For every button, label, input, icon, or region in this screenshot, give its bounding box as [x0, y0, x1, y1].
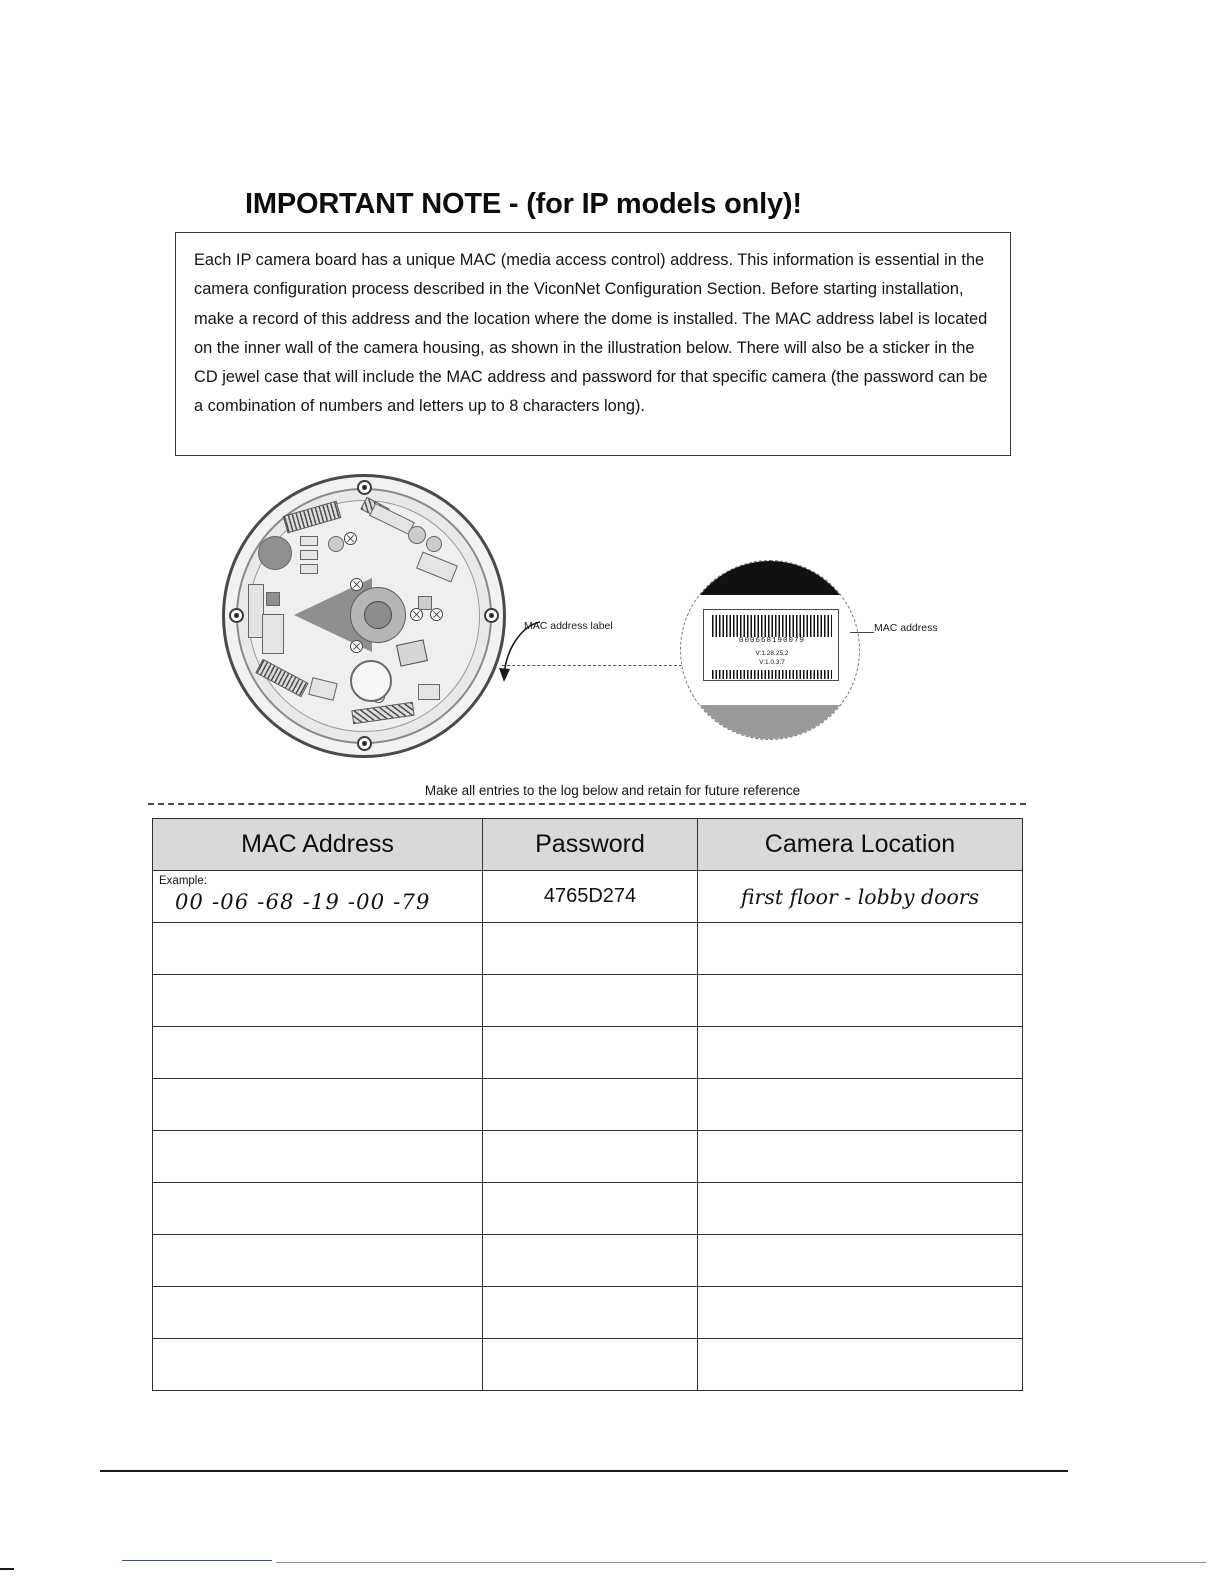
table-row — [153, 1339, 1023, 1391]
footer-link-underline[interactable] — [122, 1560, 272, 1561]
location-entry-cell[interactable] — [698, 975, 1023, 1027]
table-row — [153, 1235, 1023, 1287]
barcode-digits: 000668190079 — [738, 637, 805, 645]
password-entry-cell[interactable] — [483, 1027, 698, 1079]
board-component-o — [418, 596, 432, 610]
mounting-screw-bottom — [357, 736, 372, 751]
callout-label: MAC address label — [524, 620, 613, 632]
barcode-icon — [712, 615, 832, 637]
location-entry-cell[interactable] — [698, 1079, 1023, 1131]
cut-line-divider — [148, 803, 1026, 805]
example-label: Example: — [159, 875, 207, 887]
column-header-mac-address: MAC Address — [153, 819, 483, 871]
board-component-h — [300, 564, 318, 574]
sticker-version-line-1: V:1.28.25.2 — [755, 650, 789, 657]
barcode-secondary-icon — [712, 670, 832, 679]
location-entry-cell[interactable] — [698, 1131, 1023, 1183]
board-component-k — [266, 592, 280, 606]
housing-shadow-top — [681, 561, 860, 595]
example-password-cell[interactable]: 4765D274 — [483, 871, 698, 923]
table-row — [153, 975, 1023, 1027]
zoom-leader-line — [850, 632, 874, 633]
example-mac-cell[interactable] — [153, 871, 483, 923]
screw-mark-1 — [350, 578, 363, 591]
magnified-sticker-view — [680, 560, 860, 740]
table-body — [153, 871, 1023, 1391]
board-component-g — [300, 550, 318, 560]
password-entry-cell[interactable] — [483, 1131, 698, 1183]
mac-address-entry-cell[interactable] — [153, 1339, 483, 1391]
board-component-n — [418, 684, 440, 700]
dome-board-diagram — [222, 474, 506, 758]
password-entry-cell[interactable] — [483, 1235, 698, 1287]
camera-cone — [294, 578, 402, 652]
board-component-f — [300, 536, 318, 546]
mac-address-sticker — [703, 609, 839, 681]
table-row — [153, 923, 1023, 975]
mac-address-log-table — [152, 818, 1023, 1391]
screw-mark-3 — [410, 608, 423, 621]
mac-address-entry-cell[interactable] — [153, 923, 483, 975]
location-entry-cell[interactable] — [698, 923, 1023, 975]
cone-hub — [364, 601, 392, 629]
screw-mark-2 — [350, 640, 363, 653]
mounting-screw-left — [229, 608, 244, 623]
mac-address-entry-cell[interactable] — [153, 1287, 483, 1339]
password-entry-cell[interactable] — [483, 1287, 698, 1339]
table-row — [153, 1079, 1023, 1131]
example-mac-value: 00 -06 -68 -19 -00 -79 — [175, 890, 431, 914]
board-component-b — [408, 526, 426, 544]
password-entry-cell[interactable] — [483, 1183, 698, 1235]
screw-mark-6 — [344, 532, 357, 545]
important-note-box — [175, 232, 1011, 456]
location-entry-cell[interactable] — [698, 1027, 1023, 1079]
location-entry-cell[interactable] — [698, 1183, 1023, 1235]
table-header-row — [153, 819, 1023, 871]
lens-opening — [350, 660, 392, 702]
retain-note: Make all entries to the log below and retain for future reference — [424, 783, 801, 798]
page-title: IMPORTANT NOTE - (for IP models only)! — [245, 188, 802, 220]
sticker-version-line-2: V:1.0.3.7 — [759, 659, 785, 666]
column-header-password: Password — [483, 819, 698, 871]
mac-address-entry-cell[interactable] — [153, 1183, 483, 1235]
mac-address-entry-cell[interactable] — [153, 1079, 483, 1131]
screw-mark-4 — [430, 608, 443, 621]
column-header-camera-location: Camera Location — [698, 819, 1023, 871]
table-row-example — [153, 871, 1023, 923]
password-entry-cell[interactable] — [483, 923, 698, 975]
mac-address-entry-cell[interactable] — [153, 1027, 483, 1079]
mac-address-entry-cell[interactable] — [153, 975, 483, 1027]
password-entry-cell[interactable] — [483, 1079, 698, 1131]
note-paragraph: Each IP camera board has a unique MAC (media access control) address. This information is essential in the camera configuration process described in the ViconNet Configuration Section. Before starting installation, make a record of this address and the location where the dome is installed. The MAC address label is located on the inner wall of the camera housing, as shown in the illustration below. There will also be a sticker in the CD jewel case that will include the MAC address and password for that specific camera (the password can be a combination of numbers and letters up to 8 characters long). — [194, 251, 988, 416]
example-location-cell[interactable]: first floor - lobby doors — [698, 871, 1023, 923]
password-entry-cell[interactable] — [483, 975, 698, 1027]
board-component-c — [426, 536, 442, 552]
mounting-screw-top — [357, 480, 372, 495]
board-component-e — [258, 536, 292, 570]
board-component-i — [328, 536, 344, 552]
footer-divider — [100, 1470, 1068, 1472]
table-row — [153, 1183, 1023, 1235]
location-entry-cell[interactable] — [698, 1235, 1023, 1287]
zoom-callout-label: MAC address — [874, 622, 938, 634]
table-row — [153, 1027, 1023, 1079]
callout-leader-line — [502, 665, 682, 666]
footer-text-rule — [276, 1562, 1206, 1563]
board-component-l — [262, 614, 284, 654]
location-entry-cell[interactable] — [698, 1287, 1023, 1339]
password-entry-cell[interactable] — [483, 1339, 698, 1391]
table-row — [153, 1287, 1023, 1339]
location-entry-cell[interactable] — [698, 1339, 1023, 1391]
mac-address-entry-cell[interactable] — [153, 1235, 483, 1287]
footer-left-tick — [0, 1568, 14, 1570]
mac-address-entry-cell[interactable] — [153, 1131, 483, 1183]
housing-shadow-bottom — [681, 705, 860, 739]
table-row — [153, 1131, 1023, 1183]
camera-illustration — [150, 470, 1030, 790]
